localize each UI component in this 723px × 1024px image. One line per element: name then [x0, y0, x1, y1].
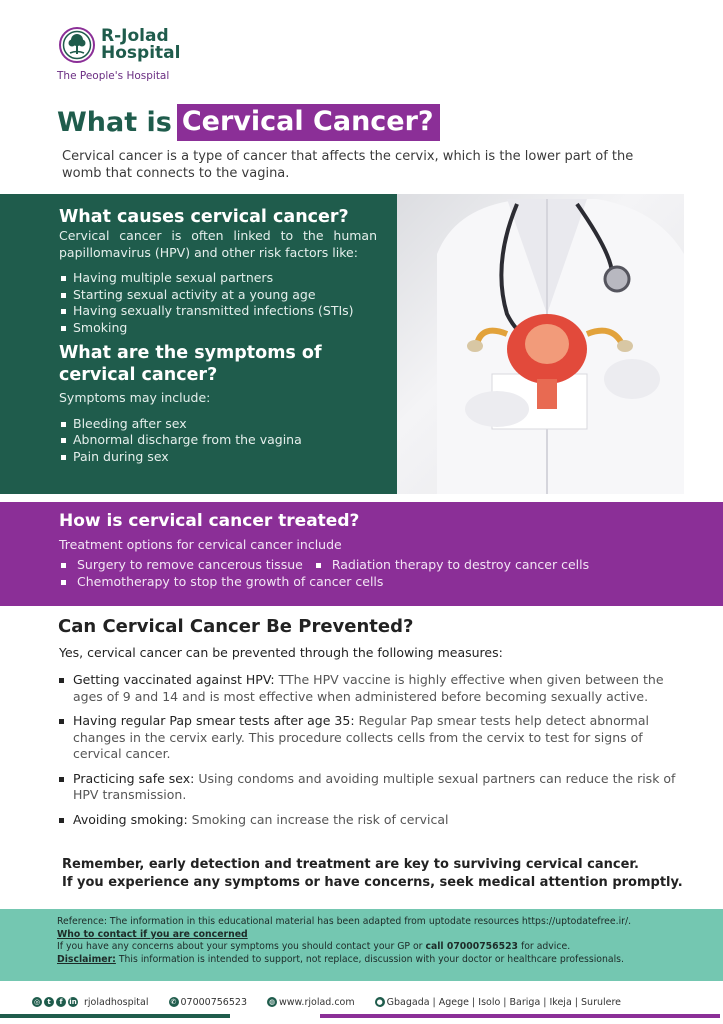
location-pin-icon: ● — [376, 998, 383, 1006]
footer — [0, 992, 723, 1012]
list-item: Chemotherapy to stop the growth of cancer cells — [59, 574, 619, 591]
symptoms-list — [59, 416, 377, 466]
twitter-icon[interactable]: t — [44, 997, 54, 1007]
footer-locations: Gbagada | Agege | Isolo | Bariga | Ikeja | Surulere — [386, 996, 622, 1008]
disclaimer-text: This information is intended to support, not replace, discussion with your doctor or healthcare professionals. — [115, 953, 624, 965]
intro-text: Cervical cancer is a type of cancer that affects the cervix, which is the lower part of the womb that connects to the vagina. — [62, 149, 634, 181]
contact-post: for advice. — [518, 941, 571, 952]
contact-heading: Who to contact if you are concerned — [57, 928, 248, 940]
page-title — [57, 104, 440, 141]
brand-tagline: The People's Hospital — [57, 70, 170, 82]
treatment-section — [0, 502, 723, 606]
bottom-accent-bar — [0, 1014, 723, 1018]
contact-text — [57, 941, 713, 954]
location-group — [375, 997, 621, 1008]
closing-line2: If you experience any symptoms or have concerns, seek medical attention promptly. — [62, 875, 683, 890]
brand-name-line2: Hospital — [101, 43, 181, 63]
phone-icon: ✆ — [169, 997, 179, 1007]
causes-text: Cervical cancer is often linked to the human papillomavirus (HPV) and other risk factors like: — [59, 228, 377, 260]
footer-website[interactable]: www.rjolad.com — [279, 996, 355, 1008]
disclaimer-label: Disclaimer: — [57, 953, 116, 965]
list-item — [58, 771, 683, 804]
list-item — [58, 672, 683, 705]
social-group — [32, 997, 149, 1008]
treatment-list — [59, 557, 703, 590]
contact-pre: If you have any concerns about your symptoms you should contact your GP or — [57, 941, 426, 952]
doctor-with-uterus-model-icon — [397, 194, 684, 494]
list-item: Having sexually transmitted infections (STIs) — [59, 303, 377, 320]
prevention-heading: Can Cervical Cancer Be Prevented? — [58, 616, 414, 637]
brand-name-line1: R-Jolad — [101, 26, 169, 46]
hospital-logo — [58, 26, 180, 64]
reference-text: Reference: The information in this educational material has been adapted from uptodate resources https://uptodatefree.ir/. — [57, 916, 632, 927]
title-highlight: Cervical Cancer? — [177, 104, 440, 141]
list-item: Surgery to remove cancerous tissue — [59, 557, 303, 574]
instagram-icon[interactable]: ◎ — [33, 998, 41, 1006]
item-lead: Practicing safe sex: — [73, 770, 195, 786]
list-item — [58, 713, 683, 763]
item-lead: Getting vaccinated against HPV: — [73, 672, 275, 687]
footer-phone[interactable]: 07000756523 — [180, 996, 247, 1008]
prevention-text: Yes, cervical cancer can be prevented through the following measures: — [59, 645, 503, 660]
treatment-text: Treatment options for cervical cancer include — [59, 537, 342, 552]
phone-group — [169, 997, 248, 1008]
closing-message — [62, 856, 702, 892]
facebook-icon[interactable]: f — [56, 997, 66, 1007]
title-prefix: What is — [57, 107, 172, 138]
list-item: Bleeding after sex — [59, 416, 377, 433]
social-handle[interactable]: rjoladhospital — [84, 996, 149, 1008]
item-lead: Having regular Pap smear tests after age 35: — [73, 713, 355, 728]
item-body: Using condoms and avoiding multiple sexual partners can reduce the risk of HPV transmission. — [73, 770, 676, 802]
treatment-heading: How is cervical cancer treated? — [59, 511, 360, 531]
causes-list — [59, 270, 377, 336]
globe-icon: ◍ — [268, 998, 276, 1006]
list-item: Smoking — [59, 320, 377, 337]
list-item: Radiation therapy to destroy cancer cells — [314, 557, 589, 574]
causes-heading: What causes cervical cancer? — [59, 207, 349, 227]
list-item: Pain during sex — [59, 449, 377, 466]
list-item — [58, 812, 683, 829]
causes-symptoms-section — [0, 194, 397, 494]
item-body: Smoking can increase the risk of cervical — [187, 811, 449, 827]
doctor-photo — [397, 194, 684, 494]
item-body: TThe HPV vaccine is highly effective when given between the ages of 9 and 14 and is most effective when administered before becoming sexually active. — [73, 672, 664, 704]
symptoms-heading: What are the symptoms of cervical cancer? — [59, 343, 322, 385]
item-body: Regular Pap smear tests help detect abnormal changes in the cervix early. This procedure collects cells from the cervix to test for signs of cervical cancer. — [73, 713, 649, 761]
list-item: Abnormal discharge from the vagina — [59, 432, 377, 449]
closing-line1: Remember, early detection and treatment are key to surviving cervical cancer. — [62, 857, 639, 872]
linkedin-icon[interactable]: in — [69, 998, 77, 1006]
disclaimer — [57, 954, 713, 967]
item-lead: Avoiding smoking: — [73, 811, 188, 827]
reference-section — [0, 909, 723, 981]
contact-phone[interactable]: call 07000756523 — [425, 941, 519, 952]
list-item: Starting sexual activity at a young age — [59, 287, 377, 304]
website-group — [267, 997, 355, 1008]
symptoms-text: Symptoms may include: — [59, 390, 211, 405]
list-item: Having multiple sexual partners — [59, 270, 377, 287]
prevention-list — [58, 672, 683, 836]
tree-logo-icon — [58, 26, 96, 64]
